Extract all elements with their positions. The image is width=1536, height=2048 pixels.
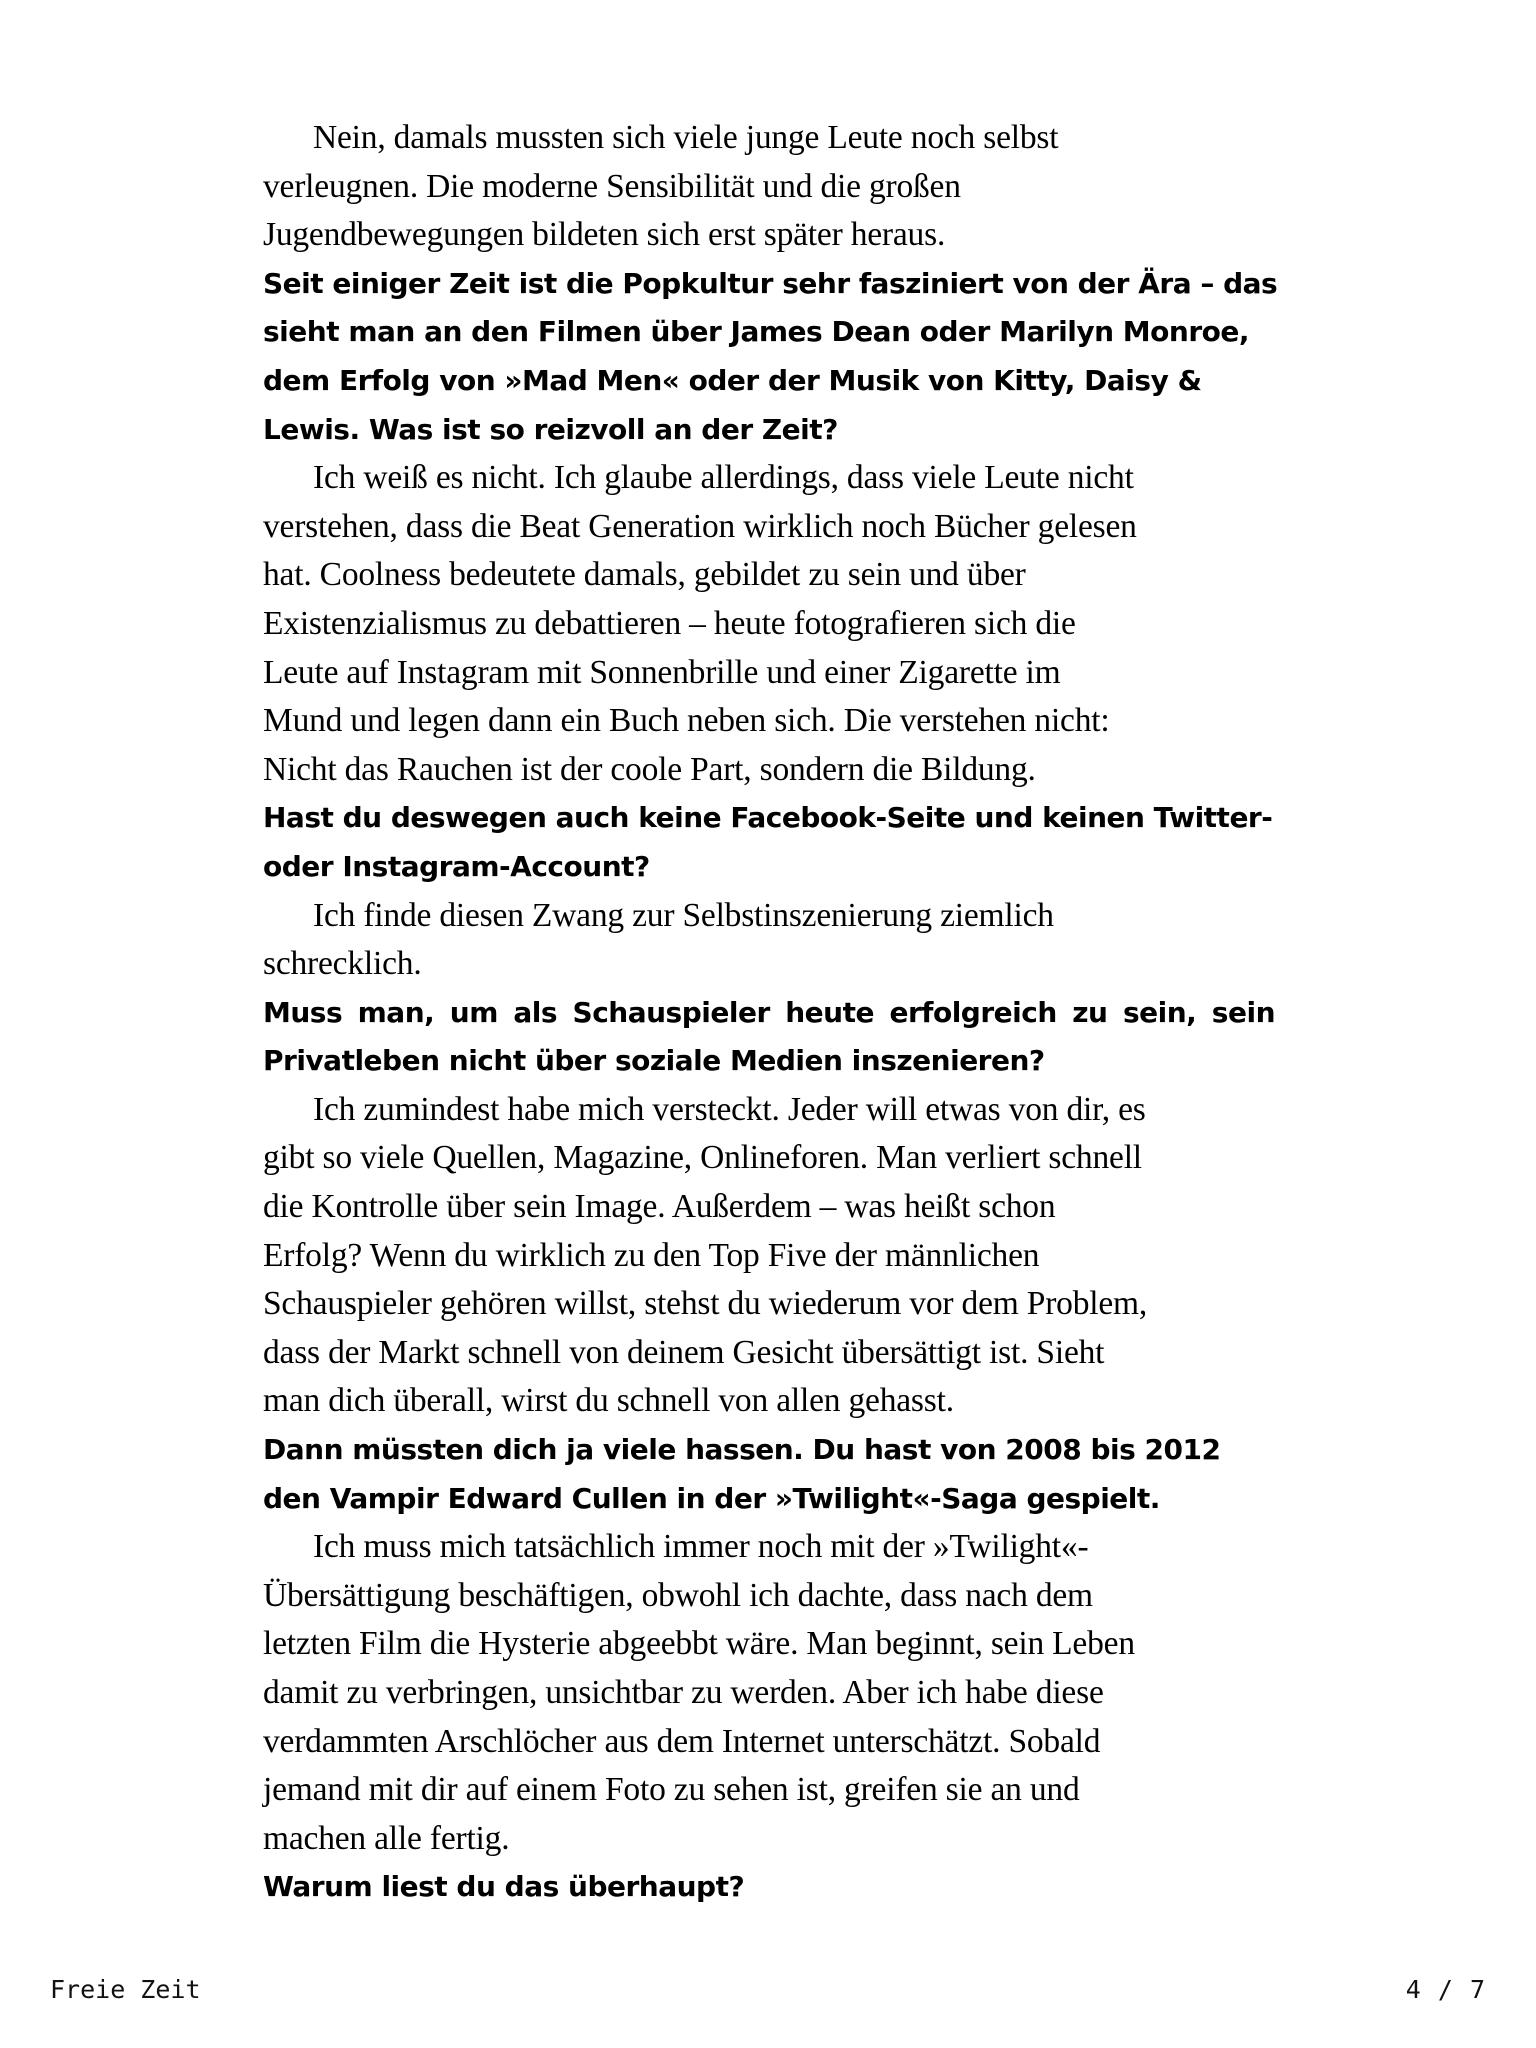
text-line: Schauspieler gehören willst, stehst du wiederum vor dem Problem, xyxy=(263,1285,1148,1323)
text-line: Übersättigung beschäftigen, obwohl ich dachte, dass nach dem xyxy=(263,1576,1093,1614)
text-line: Mund und legen dann ein Buch neben sich. Die verstehen nicht: xyxy=(263,702,1110,740)
text-line: hat. Coolness bedeutete damals, gebildet zu sein und über xyxy=(263,556,1026,594)
text-line: Nicht das Rauchen ist der coole Part, sondern die Bildung. xyxy=(263,750,1036,788)
text-line: verstehen, dass die Beat Generation wirklich noch Bücher gelesen xyxy=(263,507,1137,545)
answer-paragraph xyxy=(263,1086,1277,1426)
text-line: die Kontrolle über sein Image. Außerdem – was heißt schon xyxy=(263,1188,1056,1226)
interview-question xyxy=(263,989,1277,1086)
text-line: letzten Film die Hysterie abgeebbt wäre. Man beginnt, sein Leben xyxy=(263,1625,1135,1663)
interview-question xyxy=(263,1426,1277,1523)
interview-question xyxy=(263,1863,1277,1912)
interview-question xyxy=(263,260,1277,454)
footer-section-title: Freie Zeit xyxy=(50,1975,201,2004)
question-line: Privatleben nicht über soziale Medien inszenieren? xyxy=(263,1044,1045,1078)
answer-paragraph xyxy=(263,1523,1277,1863)
question-line: Seit einiger Zeit ist die Popkultur sehr fasziniert von der Ära – das xyxy=(263,266,1278,300)
page-indicator: 4 / 7 xyxy=(1405,1975,1486,2004)
article-body xyxy=(263,114,1277,1912)
text-line: man dich überall, wirst du schnell von allen gehasst. xyxy=(263,1382,954,1420)
question-line: oder Instagram-Account? xyxy=(263,849,650,883)
text-line: verdammten Arschlöcher aus dem Internet unterschätzt. Sobald xyxy=(263,1722,1101,1760)
text-line: Ich zumindest habe mich versteckt. Jeder will etwas von dir, es xyxy=(313,1090,1146,1128)
question-line: Muss man, um als Schauspieler heute erfolgreich zu sein, sein xyxy=(263,995,1275,1029)
question-line: Lewis. Was ist so reizvoll an der Zeit? xyxy=(263,412,838,446)
text-line: Ich finde diesen Zwang zur Selbstinszenierung ziemlich xyxy=(313,896,1054,934)
answer-paragraph xyxy=(263,454,1277,794)
text-line: schrecklich. xyxy=(263,945,422,983)
text-line: jemand mit dir auf einem Foto zu sehen ist, greifen sie an und xyxy=(263,1771,1080,1809)
interview-question xyxy=(263,794,1277,891)
text-line: Leute auf Instagram mit Sonnenbrille und einer Zigarette im xyxy=(263,653,1061,691)
text-line: gibt so viele Quellen, Magazine, Onlineforen. Man verliert schnell xyxy=(263,1139,1142,1177)
question-line: Hast du deswegen auch keine Facebook-Seite und keinen Twitter- xyxy=(263,801,1273,835)
question-line: Warum liest du das überhaupt? xyxy=(263,1870,745,1904)
text-line: Erfolg? Wenn du wirklich zu den Top Five der männlichen xyxy=(263,1236,1040,1274)
question-line: dem Erfolg von »Mad Men« oder der Musik von Kitty, Daisy & xyxy=(263,363,1202,397)
text-line: Existenzialismus zu debattieren – heute fotografieren sich die xyxy=(263,604,1076,642)
question-line: den Vampir Edward Cullen in der »Twilight«-Saga gespielt. xyxy=(263,1481,1160,1515)
question-line: sieht man an den Filmen über James Dean oder Marilyn Monroe, xyxy=(263,315,1249,349)
text-line: Jugendbewegungen bildeten sich erst später heraus. xyxy=(263,216,946,254)
text-line: Ich weiß es nicht. Ich glaube allerdings, dass viele Leute nicht xyxy=(313,459,1134,497)
answer-paragraph xyxy=(263,114,1277,260)
text-line: verleugnen. Die moderne Sensibilität und die großen xyxy=(263,167,961,205)
text-line: dass der Markt schnell von deinem Gesicht übersättigt ist. Sieht xyxy=(263,1333,1105,1371)
question-line: Dann müssten dich ja viele hassen. Du hast von 2008 bis 2012 xyxy=(263,1433,1221,1467)
text-line: Ich muss mich tatsächlich immer noch mit der »Twilight«- xyxy=(313,1528,1089,1566)
text-line: Nein, damals mussten sich viele junge Leute noch selbst xyxy=(313,119,1059,156)
text-line: machen alle fertig. xyxy=(263,1819,510,1857)
answer-paragraph xyxy=(263,892,1277,989)
text-line: damit zu verbringen, unsichtbar zu werden. Aber ich habe diese xyxy=(263,1674,1104,1711)
